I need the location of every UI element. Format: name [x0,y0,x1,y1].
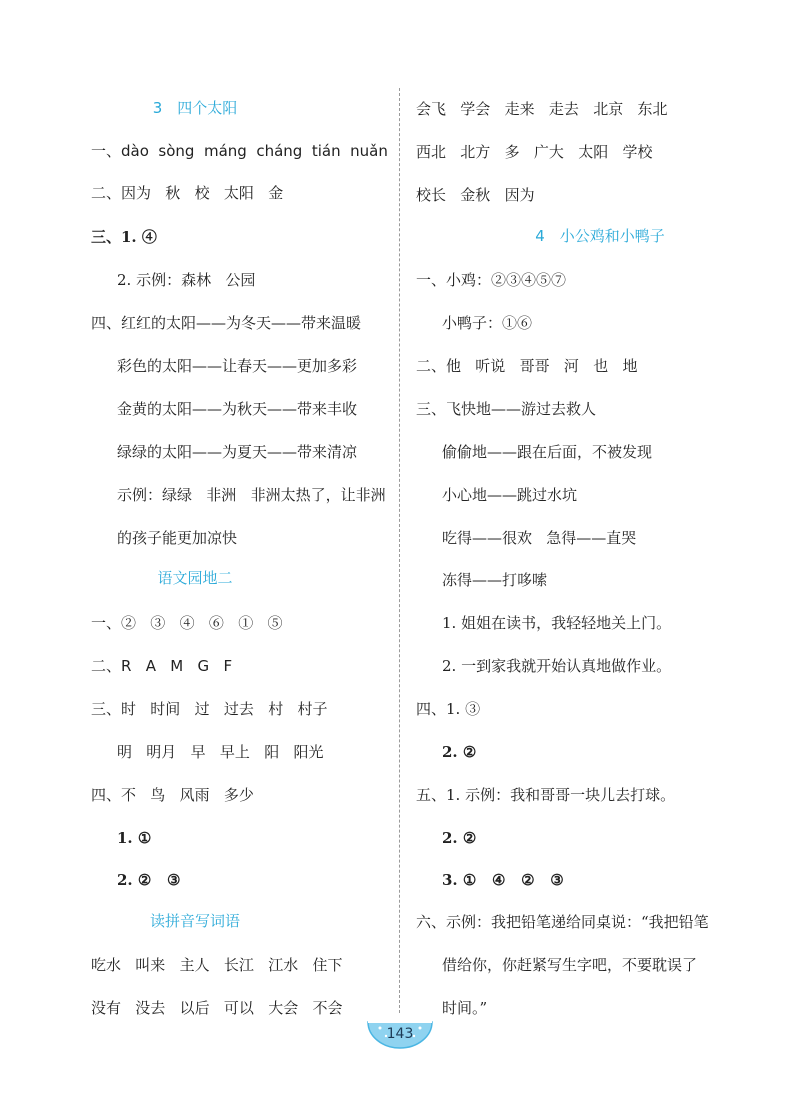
answer-line: 1. 姐姐在读书，我轻轻地关上门。 [442,614,672,632]
answer-line: 1. ① [117,829,152,847]
answer-line: 一、小鸡：②③④⑤⑦ [416,271,567,289]
answer-line: 彩色的太阳——让春天——更加多彩 [117,357,358,375]
answer-line: 西北 北方 多 广大 太阳 学校 [416,143,653,161]
answer-line: 冻得——打哆嗦 [442,571,548,589]
answer-line: 小心地——跳过水坑 [442,486,578,504]
answer-line: 2. 示例：森林 公园 [117,271,256,289]
answer-line: 会飞 学会 走来 走去 北京 东北 [416,100,668,118]
answer-line: 一、dào sòng máng cháng tián nuǎn [91,142,388,160]
answer-line: 时间。” [442,999,488,1017]
answer-line: 3. ① ④ ② ③ [442,871,564,889]
answer-line: 六、示例：我把铅笔递给同桌说：“我把铅笔 [416,913,709,931]
answer-line: 五、1. 示例：我和哥哥一块儿去打球。 [416,786,676,804]
answer-line: 小鸭子：①⑥ [442,314,533,332]
answer-line: 没有 没去 以后 可以 大会 不会 [91,999,343,1017]
left-column [0,0,390,1114]
answer-line: 四、1. ③ [416,700,481,718]
answer-line: 偷偷地——跟在后面，不被发现 [442,443,653,461]
right-column [400,0,800,1114]
answer-line: 三、飞快地——游过去救人 [416,400,597,418]
answer-line: 校长 金秋 因为 [416,186,535,204]
answer-line: 示例：绿绿 非洲 非洲太热了，让非洲 [117,486,386,504]
section-heading-pinyin-words: 读拼音写词语 [149,912,240,930]
answer-line: 明 明月 早 早上 阳 阳光 [117,743,324,761]
answer-line: 二、R A M G F [91,657,233,675]
answer-line: 2. ② [442,743,477,761]
answer-line: 2. 一到家我就开始认真地做作业。 [442,657,672,675]
answer-line: 吃水 叫来 主人 长江 江水 住下 [91,956,343,974]
answer-line: 四、红红的太阳——为冬天——带来温暖 [91,314,362,332]
section-heading-four-suns: 3 四个太阳 [152,99,238,117]
page-number: 143 [386,1026,414,1042]
section-heading-rooster-and-duckling: 4 小公鸡和小鸭子 [535,227,665,245]
answer-line: 2. ② ③ [117,871,181,889]
answer-line: 四、不 鸟 风雨 多少 [91,786,254,804]
answer-line: 的孩子能更加凉快 [117,529,238,547]
answer-line: 借给你，你赶紧写生字吧，不要耽误了 [442,956,698,974]
answer-line: 三、1. ④ [91,228,157,246]
answer-line: 一、② ③ ④ ⑥ ① ⑤ [91,614,283,632]
answer-line: 绿绿的太阳——为夏天——带来清凉 [117,443,358,461]
answer-line: 2. ② [442,829,477,847]
answer-line: 二、他 听说 哥哥 河 也 地 [416,357,638,375]
answer-line: 二、因为 秋 校 太阳 金 [91,184,284,202]
answer-line: 吃得——很欢 急得——直哭 [442,529,637,547]
answer-line: 三、时 时间 过 过去 村 村子 [91,700,328,718]
page-number-badge [360,1010,440,1050]
answer-line: 金黄的太阳——为秋天——带来丰收 [117,400,358,418]
section-heading-language-garden-two: 语文园地二 [157,569,233,587]
